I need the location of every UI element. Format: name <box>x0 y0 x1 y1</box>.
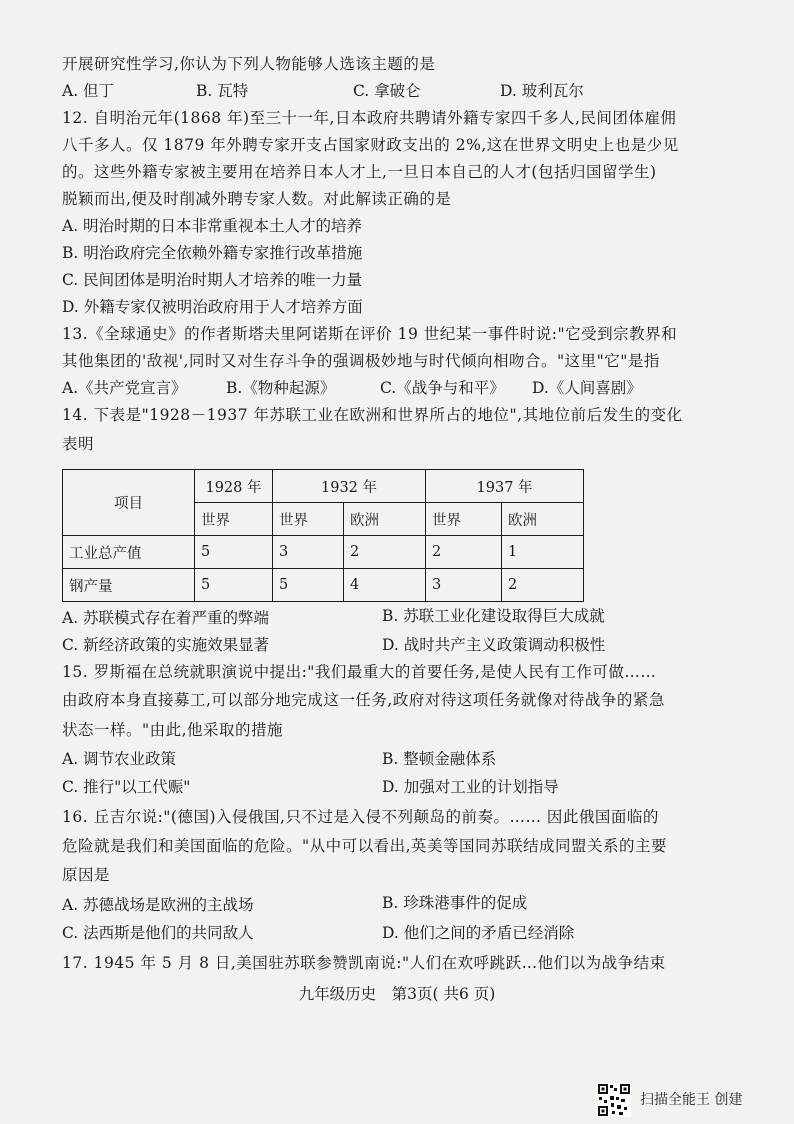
q12-stem-line: 12. 自明治元年(1868 年)至三十一年,日本政府共聘请外籍专家四千多人,民间团体雇佣 <box>62 109 677 127</box>
table-subheader-world: 世界 <box>273 503 344 536</box>
table-cell: 2 <box>344 536 426 569</box>
table-subheader-europe: 欧洲 <box>502 503 584 536</box>
q11-option-d: D. 玻利瓦尔 <box>500 82 584 100</box>
q17-stem-line: 17. 1945 年 5 月 8 日,美国驻苏联参赞凯南说:"人们在欢呼跳跃…他们以为战争结束 <box>62 954 666 972</box>
q14-option-c: C. 新经济政策的实施效果显著 <box>62 636 270 654</box>
soviet-industry-table <box>62 469 584 602</box>
table-cell: 1 <box>502 536 584 569</box>
q15-option-d: D. 加强对工业的计划指导 <box>382 778 559 796</box>
q13-option-d: D.《人间喜剧》 <box>532 379 642 397</box>
table-row-label: 工业总产值 <box>63 536 195 569</box>
table-header-1937: 1937 年 <box>426 470 584 503</box>
table-cell: 5 <box>195 569 273 602</box>
table-cell: 3 <box>426 569 502 602</box>
table-cell: 5 <box>195 536 273 569</box>
q16-stem-line: 原因是 <box>62 866 111 884</box>
table-row <box>63 536 584 569</box>
q13-option-a: A.《共产党宣言》 <box>62 379 187 397</box>
q14-option-b: B. 苏联工业化建设取得巨大成就 <box>382 607 605 625</box>
qr-code-icon <box>597 1083 631 1117</box>
q12-option-a: A. 明治时期的日本非常重视本土人才的培养 <box>62 217 363 235</box>
q15-stem-line: 15. 罗斯福在总统就职演说中提出:"我们最重大的首要任务,是使人民有工作可做…… <box>62 663 657 681</box>
q16-option-a: A. 苏德战场是欧洲的主战场 <box>62 896 254 914</box>
q13-option-b: B.《物种起源》 <box>226 379 336 397</box>
q16-option-d: D. 他们之间的矛盾已经消除 <box>382 924 575 942</box>
q12-stem-line: 脱颖而出,便及时削减外聘专家人数。对此解读正确的是 <box>62 190 452 208</box>
q13-stem-line: 其他集团的'敌视',同时又对生存斗争的强调极妙地与时代倾向相吻合。"这里"它"是指 <box>62 352 660 370</box>
table-header-item: 项目 <box>63 470 195 536</box>
table-row <box>63 569 584 602</box>
table-subheader-europe: 欧洲 <box>344 503 426 536</box>
page-footer: 九年级历史 第3页( 共6 页) <box>298 985 496 1003</box>
q13-option-c: C.《战争与和平》 <box>380 379 505 397</box>
q12-stem-line: 的。这些外籍专家被主要用在培养日本人才上,一旦日本自己的人才(包括归国留学生) <box>62 163 657 181</box>
q11-option-c: C. 拿破仑 <box>353 82 421 100</box>
q12-option-b: B. 明治政府完全依赖外籍专家推行改革措施 <box>62 244 363 262</box>
q16-stem-line: 危险就是我们和美国面临的危险。"从中可以看出,英美等国同苏联结成同盟关系的主要 <box>62 837 668 855</box>
q15-option-b: B. 整顿金融体系 <box>382 750 497 768</box>
table-header-row <box>63 470 584 503</box>
table-header-1928: 1928 年 <box>195 470 273 503</box>
q12-option-d: D. 外籍专家仅被明治政府用于人才培养方面 <box>62 298 363 316</box>
table-cell: 5 <box>273 569 344 602</box>
q14-stem-line: 表明 <box>62 435 95 453</box>
q15-stem-line: 由政府本身直接募工,可以部分地完成这一任务,政府对待这项任务就像对待战争的紧急 <box>62 691 665 709</box>
q16-stem-line: 16. 丘吉尔说:"(德国)入侵俄国,只不过是入侵不列颠岛的前奏。…… 因此俄国面临的 <box>62 808 659 826</box>
q15-option-a: A. 调节农业政策 <box>62 750 177 768</box>
table-subheader-world: 世界 <box>195 503 273 536</box>
q11-option-a: A. 但丁 <box>62 82 115 100</box>
q13-stem-line: 13.《全球通史》的作者斯塔夫里阿诺斯在评价 19 世纪某一事件时说:"它受到宗教界和 <box>62 325 678 343</box>
q12-stem-line: 八千多人。仅 1879 年外聘专家开支占国家财政支出的 2%,这在世界文明史上也是少见 <box>62 136 679 154</box>
table-cell: 3 <box>273 536 344 569</box>
scanner-watermark: 扫描全能王 创建 <box>640 1092 743 1108</box>
q15-stem-line: 状态一样。"由此,他采取的措施 <box>62 721 284 739</box>
q14-stem-line: 14. 下表是"1928－1937 年苏联工业在欧洲和世界所占的地位",其地位前后发生的变化 <box>62 406 683 424</box>
q12-option-c: C. 民间团体是明治时期人才培养的唯一力量 <box>62 271 363 289</box>
table-cell: 4 <box>344 569 426 602</box>
q14-option-d: D. 战时共产主义政策调动积极性 <box>382 636 606 654</box>
q11-option-b: B. 瓦特 <box>196 82 249 100</box>
table-header-1932: 1932 年 <box>273 470 426 503</box>
q16-option-c: C. 法西斯是他们的共同敌人 <box>62 924 254 942</box>
q15-option-c: C. 推行"以工代赈" <box>62 778 191 796</box>
question-stem-line: 开展研究性学习,你认为下列人物能够人选该主题的是 <box>62 55 436 73</box>
table-cell: 2 <box>502 569 584 602</box>
table-subheader-world: 世界 <box>426 503 502 536</box>
table-cell: 2 <box>426 536 502 569</box>
table-row-label: 钢产量 <box>63 569 195 602</box>
q14-option-a: A. 苏联模式存在着严重的弊端 <box>62 609 270 627</box>
q16-option-b: B. 珍珠港事件的促成 <box>382 894 528 912</box>
